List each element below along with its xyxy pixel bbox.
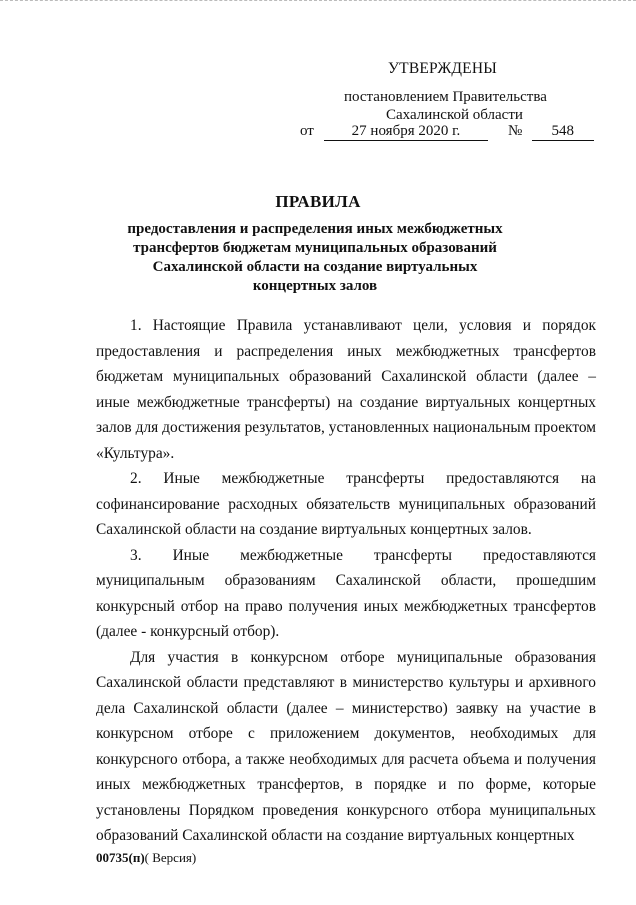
approval-date-row — [300, 122, 600, 142]
scan-edge-line — [0, 0, 636, 2]
number-sign: № — [508, 123, 523, 139]
paragraph-3: 3. Иные межбюджетные трансферты предоставляются муниципальным образованиям Сахалинской области, прошедшим конкурсный отбор на право получения иных межбюджетных трансфертов (далее - конкурсный отбор). — [96, 546, 596, 640]
approval-line-1: постановлением Правительства — [344, 89, 547, 105]
footer — [96, 850, 196, 866]
paragraph-2: 2. Иные межбюджетные трансферты предоставляются на софинансирование расходных обязательств муниципальных образований Сахалинской области на создание виртуальных концертных залов. — [96, 470, 596, 538]
approval-number: 548 — [532, 122, 594, 141]
paragraph-4: Для участия в конкурсном отборе муниципальные образования Сахалинской области представляют в министерство культуры и архивного дела Сахалинской области (далее – министерство) заявку на участие в конкурсном отборе с приложением документов, необходимых для конкурсного отбора, а также необходимых для расчета объема и получения иных межбюджетных трансфертов, в порядке и по форме, которые установлены Порядком проведения конкурсного отбора муниципальных образований Сахалинской области на создание виртуальных концертных — [96, 648, 596, 844]
document-body — [96, 313, 596, 849]
paragraph-1: 1. Настоящие Правила устанавливают цели, условия и порядок предоставления и распределения иных межбюджетных трансфертов бюджетам муниципальных образований Сахалинской области (далее – иные межбюджетные трансферты) на создание виртуальных концертных залов для достижения результатов, установленных национальным проектом «Культура». — [96, 317, 596, 462]
document-subtitle: предоставления и распределения иных межбюджетных трансфертов бюджетам муниципальных образований Сахалинской области на создание виртуальных концертных залов — [127, 221, 503, 294]
approval-line-2: Сахалинской области — [386, 107, 523, 123]
document-title: ПРАВИЛА — [275, 192, 361, 211]
footer-code: 00735(п) — [96, 850, 145, 865]
date-prefix: от — [300, 123, 314, 139]
approval-title: УТВЕРЖДЕНЫ — [388, 60, 497, 77]
approval-date: 27 ноября 2020 г. — [324, 122, 488, 141]
footer-version: ( Версия) — [144, 850, 197, 865]
